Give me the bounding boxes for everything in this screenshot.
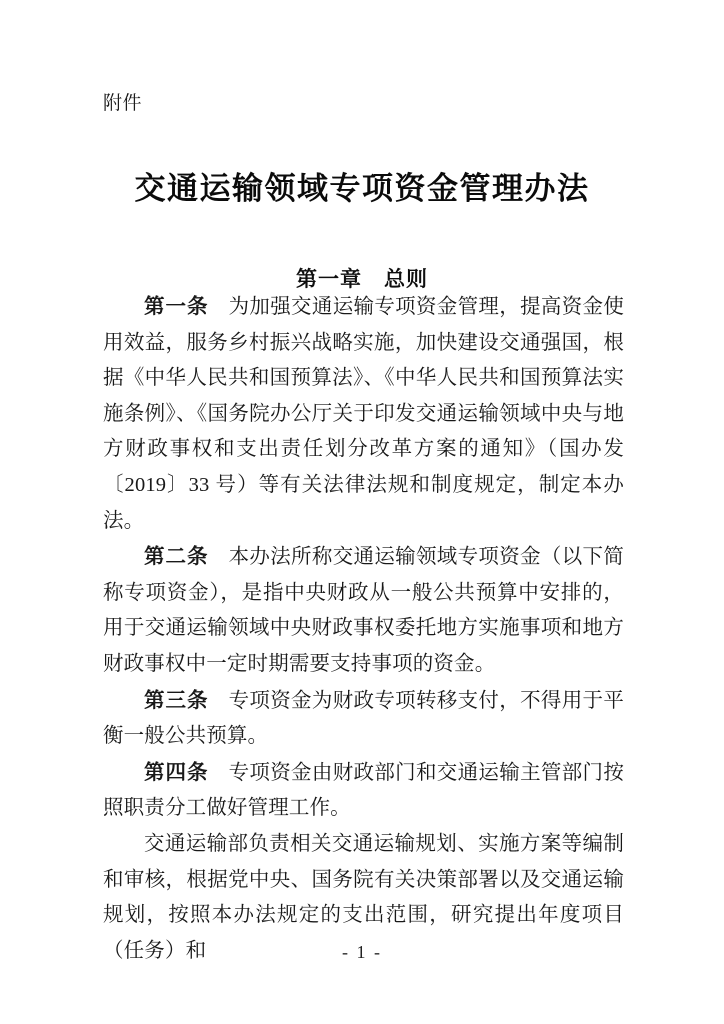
page-title: 交通运输领域专项资金管理办法 (134, 170, 590, 207)
article-number: 第一条 (144, 294, 209, 318)
page-number: - 1 - (342, 942, 382, 962)
article-text: 专项资金由财政部门和交通运输主管部门按照职责分工做好管理工作。 (103, 761, 624, 820)
chapter-heading: 第一章 总则 (296, 266, 428, 292)
article-paragraph (103, 683, 624, 755)
article-number: 第二条 (144, 544, 209, 569)
article-number: 第三条 (144, 687, 209, 712)
article-paragraph (103, 539, 624, 682)
article-paragraph (103, 289, 624, 539)
article-number: 第四条 (144, 759, 209, 784)
attachment-label: 附件 (103, 93, 143, 114)
article-paragraph (103, 755, 624, 827)
article-text: 为加强交通运输专项资金管理，提高资金使用效益，服务乡村振兴战略实施，加快建设交通强国，根据《中华人民共和国预算法》、《中华人民共和国预算法实施条例》、《国务院办公厅关于印发交通运输领域中央与地方财政事权和支出责任划分改革方案的通知》（国办发〔2019〕33 号）等有关法律法规和制度规定，制定本办法。 (103, 296, 624, 532)
article-text: 本办法所称交通运输领域专项资金（以下简称专项资金），是指中央财政从一般公共预算中安排的，用于交通运输领域中央财政事权委托地方实施事项和地方财政事权中一定时期需要支持事项的资金。 (103, 546, 624, 675)
article-text: 专项资金为财政专项转移支付，不得用于平衡一般公共预算。 (103, 689, 624, 748)
document-body (103, 289, 624, 969)
body-paragraph: 交通运输部负责相关交通运输规划、实施方案等编制和审核，根据党中央、国务院有关决策部署以及交通运输规划，按照本办法规定的支出范围，研究提出年度项目（任务）和 (103, 832, 624, 962)
